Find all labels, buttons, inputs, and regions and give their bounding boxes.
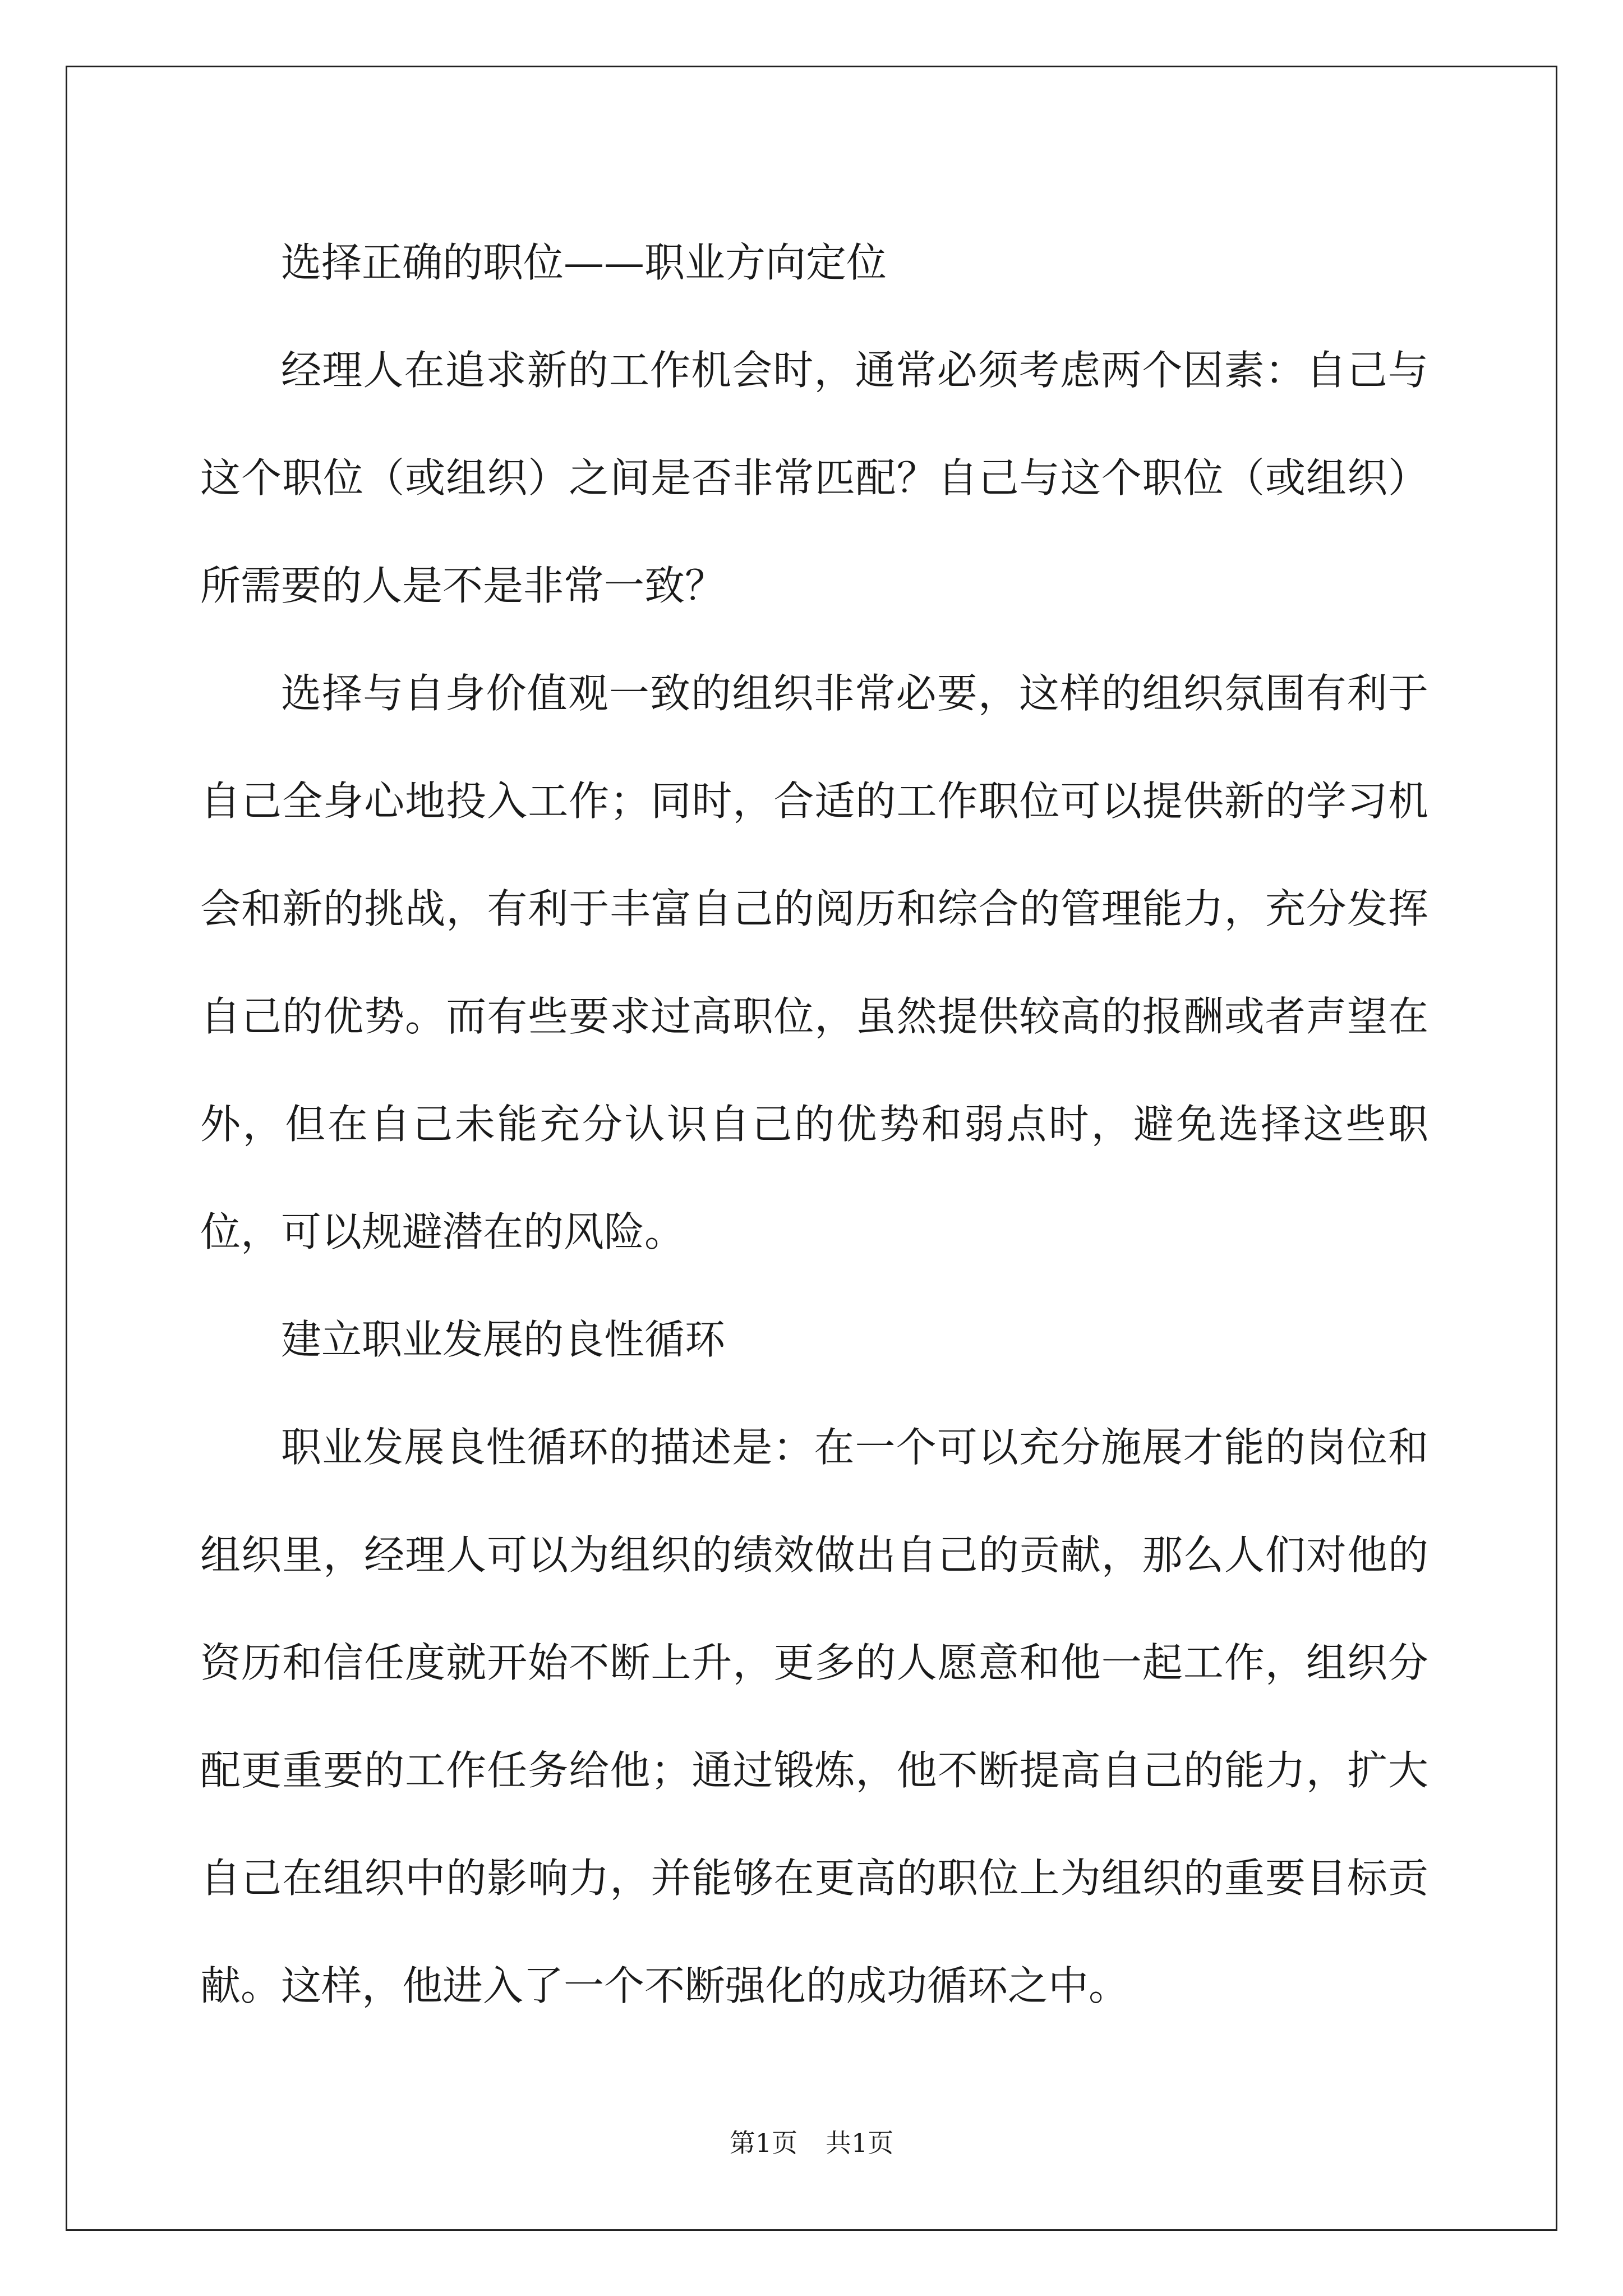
paragraph: 经理人在追求新的工作机会时，通常必须考虑两个因素：自己与这个职位（或组织）之间是否非常匹配？自己与这个职位（或组织）所需要的人是不是非常一致？	[200, 347, 1428, 609]
document-body	[200, 209, 1428, 2040]
paragraph: 职业发展良性循环的描述是：在一个可以充分施展才能的岗位和组织里，经理人可以为组织的绩效做出自己的贡献，那么人们对他的资历和信任度就开始不断上升，更多的人愿意和他一起工作，组织分配更重要的工作任务给他；通过锻炼，他不断提高自己的能力，扩大自己在组织中的影响力，并能够在更高的职位上为组织的重要目标贡献。这样，他进入了一个不断强化的成功循环之中。	[200, 1424, 1428, 2009]
page-footer	[0, 2126, 1623, 2160]
paragraph: 选择与自身价值观一致的组织非常必要，这样的组织氛围有利于自己全身心地投入工作；同时，合适的工作职位可以提供新的学习机会和新的挑战，有利于丰富自己的阅历和综合的管理能力，充分发挥自己的优势。而有些要求过高职位，虽然提供较高的报酬或者声望在外，但在自己未能充分认识自己的优势和弱点时，避免选择这些职位，可以规避潜在的风险。	[200, 670, 1428, 1255]
page-total: 共1页	[826, 2128, 894, 2158]
page-number: 第1页	[729, 2128, 797, 2158]
section-heading: 选择正确的职位——职业方向定位	[281, 239, 887, 286]
section-heading: 建立职业发展的良性循环	[281, 1316, 726, 1363]
